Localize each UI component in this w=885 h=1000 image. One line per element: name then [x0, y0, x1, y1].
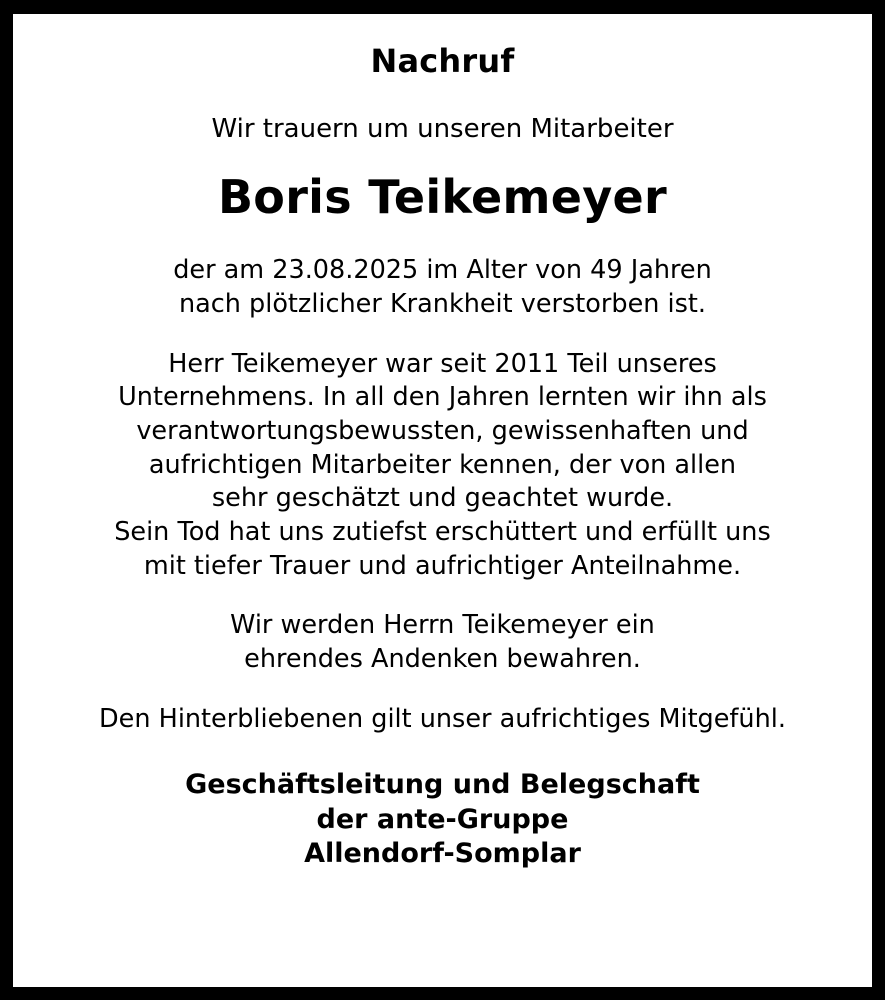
death-info-line: nach plötzlicher Krankheit verstorben ist.	[178, 288, 706, 319]
death-info-line: der am 23.08.2025 im Alter von 49 Jahren	[173, 255, 712, 286]
remembrance-paragraph	[35, 609, 850, 676]
condolence-paragraph	[35, 703, 850, 737]
tribute-line: Sein Tod hat uns zutiefst erschüttert und erfüllt uns	[114, 516, 771, 547]
notice-heading: Nachruf	[370, 42, 515, 80]
deceased-name: Boris Teikemeyer	[217, 169, 668, 224]
signature-line: Geschäftsleitung und Belegschaft	[185, 769, 700, 801]
notice-intro: Wir trauern um unseren Mitarbeiter	[211, 114, 674, 145]
death-info-paragraph	[35, 254, 850, 321]
tribute-line: mit tiefer Trauer und aufrichtiger Anteilnahme.	[143, 550, 742, 581]
signature-block	[35, 768, 850, 872]
tribute-paragraph	[35, 348, 850, 584]
tribute-line: verantwortungsbewussten, gewissenhaften und	[136, 415, 749, 446]
remembrance-line: Wir werden Herrn Teikemeyer ein	[230, 610, 655, 641]
signature-line: Allendorf-Somplar	[304, 838, 581, 870]
condolence-line: Den Hinterbliebenen gilt unser aufrichtiges Mitgefühl.	[99, 703, 786, 734]
tribute-line: Unternehmens. In all den Jahren lernten wir ihn als	[118, 382, 767, 413]
remembrance-line: ehrendes Andenken bewahren.	[244, 643, 641, 674]
tribute-line: sehr geschätzt und geachtet wurde.	[211, 483, 674, 514]
tribute-line: aufrichtigen Mitarbeiter kennen, der von allen	[148, 449, 737, 480]
tribute-line: Herr Teikemeyer war seit 2011 Teil unseres	[168, 348, 717, 379]
signature-line: der ante-Gruppe	[316, 803, 569, 835]
obituary-notice	[13, 14, 872, 987]
